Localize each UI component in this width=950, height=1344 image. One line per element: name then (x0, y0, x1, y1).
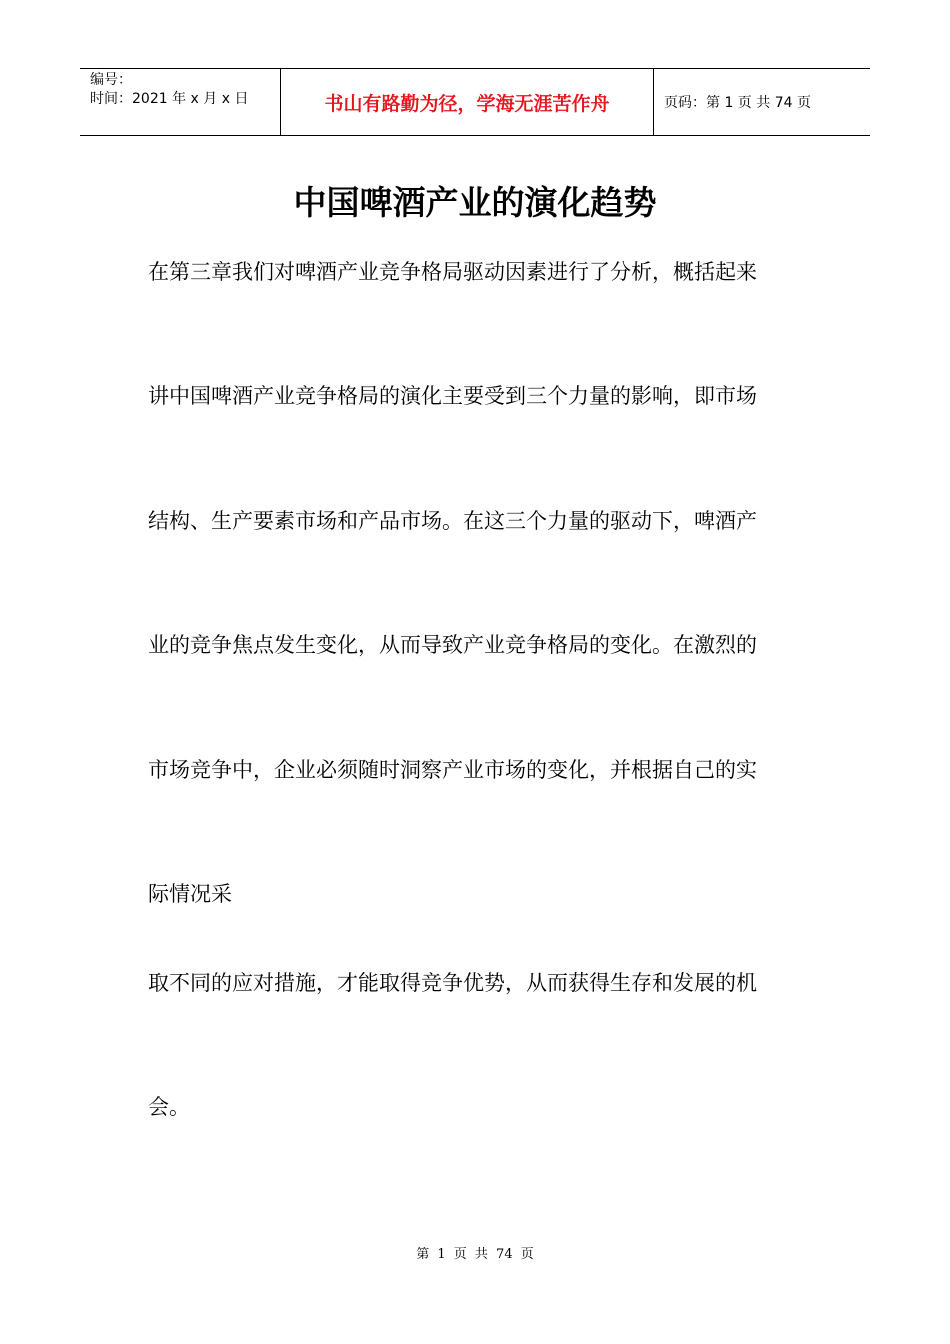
paragraph-line: 际情况采 (148, 882, 232, 906)
paragraph-line: 市场竞争中，企业必须随时洞察产业市场的变化，并根据自己的实 (148, 758, 757, 782)
paragraph-line: 会。 (148, 1095, 190, 1119)
page-footer: 第 1 页 共 74 页 (416, 1247, 534, 1262)
document-date-label: 时间：2021 年 x 月 x 日 (90, 91, 249, 107)
header-meta-cell (80, 69, 281, 135)
header-table (80, 68, 870, 136)
paragraph-line: 取不同的应对措施，才能取得竞争优势，从而获得生存和发展的机 (148, 971, 757, 995)
document-title: 中国啤酒产业的演化趋势 (293, 183, 657, 222)
header-motto-cell (281, 69, 654, 135)
paragraph-line: 讲中国啤酒产业竞争格局的演化主要受到三个力量的影响，即市场 (148, 384, 757, 408)
header-page-info: 页码：第 1 页 共 74 页 (664, 95, 811, 111)
document-number-label: 编号： (90, 72, 132, 88)
header-motto: 书山有路勤为径，学海无涯苦作舟 (324, 92, 610, 115)
paragraph-line: 业的竞争焦点发生变化，从而导致产业竞争格局的变化。在激烈的 (148, 633, 757, 657)
paragraph-line: 在第三章我们对啤酒产业竞争格局驱动因素进行了分析，概括起来 (148, 260, 757, 284)
paragraph-line: 结构、生产要素市场和产品市场。在这三个力量的驱动下，啤酒产 (148, 509, 757, 533)
header-page-cell (654, 69, 870, 135)
